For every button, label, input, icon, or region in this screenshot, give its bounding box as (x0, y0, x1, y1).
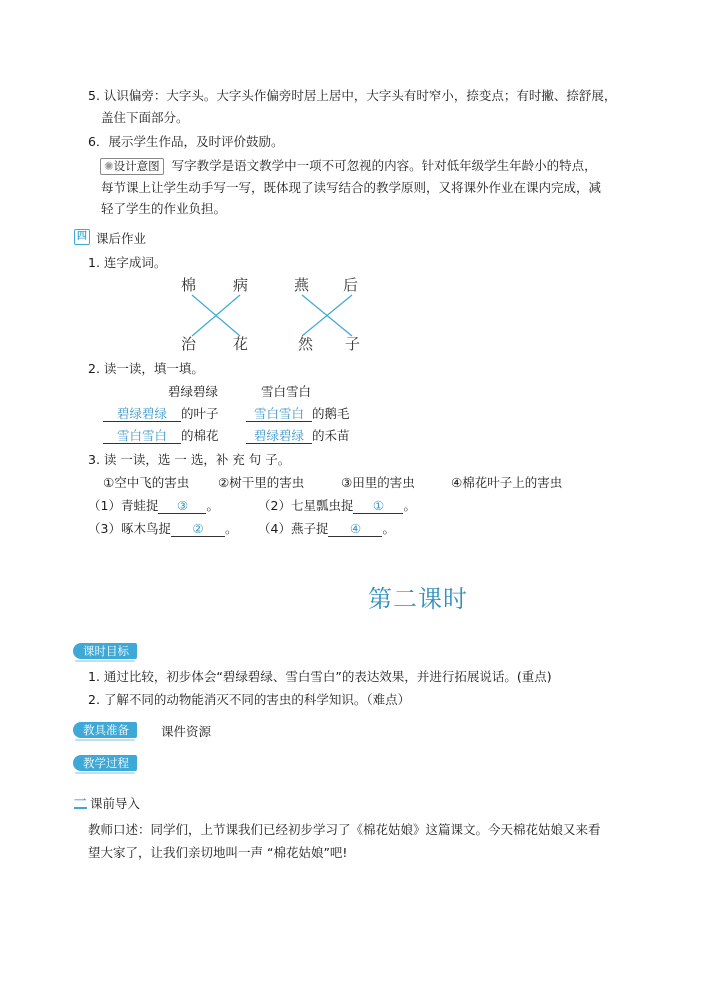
q2-suffix: 的鹅毛 (312, 406, 350, 421)
q3-period: 。 (403, 498, 416, 513)
q3-item (88, 519, 237, 537)
q3-answer: ④ (328, 521, 382, 537)
q3-period: 。 (382, 521, 395, 536)
q3-title: 3. 读 一读，选 一 选，补 充 句 子。 (88, 452, 291, 467)
q2-option: 雪白雪白 (261, 384, 312, 399)
design-intent-text1: 写字教学是语文教学中一项不可忽视的内容。针对低年级学生年龄小的特点， (171, 158, 597, 173)
process-badge: 教学过程 (73, 755, 137, 771)
q3-item-label: （1）青蛙捉 (88, 498, 159, 513)
q1-top-char: 后 (343, 276, 359, 294)
q3-item-label: （4）燕子捉 (258, 521, 329, 536)
q1-top-char: 棉 (181, 276, 197, 294)
q3-period: 。 (206, 498, 219, 513)
item6: 6．展示学生作品，及时评价鼓励。 (88, 134, 284, 149)
q2-row (246, 404, 350, 422)
design-intent-line2: 每节课上让学生动手写一写，既体现了读写结合的教学原则，又将课外作业在课内完成，减 (101, 180, 602, 195)
q2-answer: 雪白雪白 (103, 428, 181, 444)
prep-text: 课件资源 (161, 724, 212, 739)
q3-answer: ① (353, 498, 403, 514)
goal-item: 2. 了解不同的动物能消灭不同的害虫的科学知识。（难点） (88, 692, 411, 707)
design-intent-line3: 轻了学生的作业负担。 (101, 201, 227, 216)
q2-suffix: 的禾苗 (312, 428, 350, 443)
q2-row (246, 426, 350, 444)
q2-option: 碧绿碧绿 (168, 384, 219, 399)
q3-item-label: （2）七星瓢虫捉 (258, 498, 354, 513)
intro-line1: 教师口述：同学们，上节课我们已经初步学习了《棉花姑娘》这篇课文。今天棉花姑娘又来看 (88, 822, 601, 837)
item5-line1: 5. 认识偏旁：大字头。大字头作偏旁时居上居中，大字头有时窄小，捺变点；有时撇、捺舒展， (88, 88, 617, 103)
q1-top-char: 病 (233, 276, 249, 294)
section-title: 课后作业 (96, 231, 147, 246)
q1-title: 1. 连字成词。 (88, 255, 167, 270)
bulb-icon: ✺ (104, 159, 114, 173)
q3-answer: ③ (158, 498, 206, 514)
q3-item (88, 496, 219, 514)
q1-connection-lines (0, 0, 722, 400)
intro-line2: 望大家了，让我们亲切地叫一声 “棉花姑娘”吧! (88, 845, 348, 860)
item5-line2: 盖住下面部分。 (101, 110, 189, 125)
q2-answer: 雪白雪白 (246, 406, 312, 422)
goals-badge: 课时目标 (73, 643, 137, 659)
q1-bottom-char: 然 (298, 335, 314, 353)
q1-bottom-char: 子 (345, 335, 361, 353)
q3-item (258, 519, 395, 537)
q3-choice: ①空中飞的害虫 (103, 475, 190, 490)
q2-suffix: 的叶子 (181, 406, 219, 421)
goal-item: 1. 通过比较，初步体会“碧绿碧绿、雪白雪白”的表达效果，并进行拓展说话。(重点) (88, 669, 552, 684)
q3-answer: ② (171, 521, 225, 537)
prep-badge: 教具准备 (73, 722, 137, 738)
q1-bottom-char: 花 (233, 335, 249, 353)
q3-choice: ②树干里的害虫 (218, 475, 305, 490)
section-number-box: 四 (74, 229, 90, 245)
q2-answer: 碧绿碧绿 (103, 406, 181, 422)
q2-suffix: 的棉花 (181, 428, 219, 443)
design-intent-label: 设计意图 (113, 159, 160, 173)
q2-row (103, 404, 219, 422)
q2-title: 2. 读一读，填一填。 (88, 361, 204, 376)
q3-period: 。 (224, 521, 238, 536)
q3-choice: ③田里的害虫 (341, 475, 415, 490)
section-title: 课前导入 (90, 796, 141, 811)
q2-row (103, 426, 219, 444)
q1-bottom-char: 治 (181, 335, 197, 353)
q2-answer: 碧绿碧绿 (246, 428, 312, 444)
lesson-title: 第二课时 (368, 585, 468, 613)
q1-top-char: 燕 (294, 276, 310, 294)
q3-item (258, 496, 416, 514)
section-number: 一 (74, 793, 87, 808)
q3-item-label: （3）啄木鸟捉 (88, 521, 171, 536)
q3-choice: ④棉花叶子上的害虫 (451, 475, 563, 490)
